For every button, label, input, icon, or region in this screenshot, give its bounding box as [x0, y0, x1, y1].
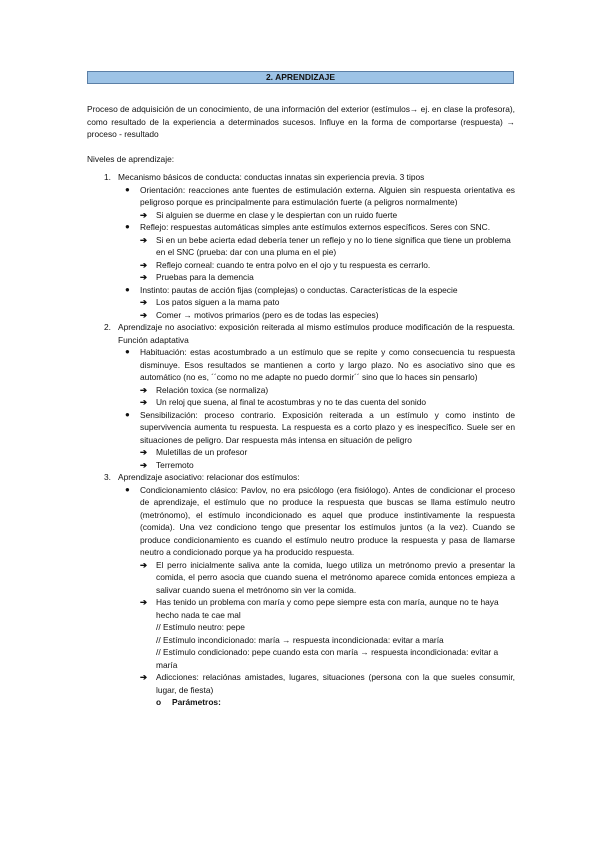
bullet-list — [118, 346, 515, 471]
document-body — [87, 103, 515, 709]
arrow-text: Reflejo corneal: cuando te entra polvo en el ojo y tu respuesta es cerrarlo. — [156, 259, 431, 270]
arrow-text: Has tenido un problema con maría y como pepe siempre esta con maría, aunque no te haya hecho nada te cae mal — [156, 597, 499, 620]
arrow-text: El perro inicialmente saliva ante la comida, luego utiliza un metrónomo previo a presentar la comida, el perro asocia que cuando suena el metrónomo aparece comida entonces empieza a salivar cuando suena el metrónomo sin ver la comida. — [156, 559, 515, 595]
bullet-list — [118, 484, 515, 709]
bullet-list — [118, 184, 515, 322]
arrow-text: Adicciones: relaciónas amistades, lugares, situaciones (persona con la que sueles consumir, lugar, de fiesta) — [156, 672, 515, 695]
arrow-list — [140, 384, 515, 409]
level-number: 3. — [104, 472, 111, 482]
bullet-icon: ● — [125, 347, 130, 356]
arrow-list — [140, 209, 515, 222]
bullet-icon: ● — [125, 284, 130, 294]
note-line: // Estímulo condicionado: pepe cuando esta con maría → respuesta incondicionada: evitar a maría — [156, 647, 499, 670]
arrow-item — [140, 459, 515, 472]
level-number: 1. — [104, 172, 111, 182]
arrow-item — [140, 396, 515, 409]
arrow-icon: ➔ — [140, 209, 148, 220]
arrow-item — [140, 271, 515, 284]
bullet-text: Instinto: pautas de acción fijas (complejas) o conductas. Características de la especie — [140, 284, 458, 295]
bullet-item — [118, 484, 515, 709]
section-title: 2. APRENDIZAJE — [87, 71, 514, 84]
arrow-item — [140, 234, 515, 259]
arrow-text: Relación toxica (se normaliza) — [156, 384, 269, 395]
arrow-icon: ➔ — [140, 672, 148, 682]
arrow-text: Muletillas de un profesor — [156, 447, 248, 457]
note-line: // Estímulo neutro: pepe — [156, 622, 245, 632]
arrow-text: Si en un bebe acierta edad debería tener un reflejo y no lo tiene significa que tiene un problema en el SNC (prueba: dar con una pluma en el pie) — [156, 234, 511, 257]
level-text: Aprendizaje no asociativo: exposición reiterada al mismo estímulos produce modificación de la respuesta. Función adaptativa — [118, 322, 515, 345]
bullet-item — [118, 409, 515, 472]
level-item — [87, 321, 515, 471]
arrow-item — [140, 309, 515, 322]
note-line: // Estímulo incondicionado: maría → respuesta incondicionada: evitar a maría — [156, 634, 444, 645]
arrow-item — [140, 296, 515, 309]
level-item — [87, 471, 515, 709]
level-text: Aprendizaje asociativo: relacionar dos estímulos: — [118, 472, 300, 482]
arrow-text: Comer → motivos primarios (pero es de todas las especies) — [156, 309, 379, 320]
circle-bullet-icon: o — [156, 697, 162, 707]
arrow-icon: ➔ — [140, 559, 148, 570]
arrow-text: Un reloj que suena, al final te acostumbras y no te das cuenta del sonido — [156, 397, 427, 407]
bullet-item — [118, 346, 515, 409]
arrow-icon: ➔ — [140, 234, 148, 245]
bullet-text: Reflejo: respuestas automáticas simples ante estímulos externos específicos. Seres con SNC. — [140, 222, 491, 232]
arrow-list — [140, 446, 515, 471]
bullet-item — [118, 221, 515, 284]
arrow-icon: ➔ — [140, 397, 148, 407]
level-number: 2. — [104, 322, 111, 332]
bullet-item — [118, 284, 515, 322]
bullet-text: Sensibilización: proceso contrario. Exposición reiterada a un estímulo y como instinto de supervivencia aumenta tu respuesta. La respuesta es a corto plazo y es inespecífico. Suele ser en situaciones de peligro. Dar respuesta más intensa en situación de peligro — [140, 409, 515, 445]
bullet-text: Habituación: estas acostumbrado a un estímulo que se repite y como consecuencia tu respuesta disminuye. Esos resultados se mantienen a corto y largo plazo. No es asociativo sino que es automático (no es, ´´como no me adapte no puedo dormir´´ sino que lo haces sin pensarlo) — [140, 347, 515, 382]
bullet-icon: ● — [125, 409, 130, 419]
arrow-icon: ➔ — [140, 459, 148, 470]
arrow-icon: ➔ — [140, 259, 148, 270]
arrow-item — [140, 671, 515, 709]
bullet-icon: ● — [125, 484, 130, 494]
arrow-icon: ➔ — [140, 309, 148, 320]
parameters-label: Parámetros: — [172, 697, 221, 707]
arrow-item — [140, 596, 515, 671]
bullet-icon: ● — [125, 184, 130, 194]
bullet-text: Orientación: reacciones ante fuentes de estimulación externa. Alguien sin respuesta orientativa es peligroso porque es principalmente para estimulación fuerte (a peligros normalmente) — [140, 184, 515, 207]
levels-label: Niveles de aprendizaje: — [87, 153, 175, 164]
levels-list — [87, 171, 515, 709]
arrow-item — [140, 209, 515, 222]
arrow-item — [140, 559, 515, 597]
bullet-item — [118, 184, 515, 222]
arrow-item — [140, 446, 515, 459]
level-item — [87, 171, 515, 321]
sub-item — [156, 696, 515, 709]
arrow-item — [140, 384, 515, 397]
arrow-icon: ➔ — [140, 384, 148, 395]
intro-paragraph: Proceso de adquisición de un conocimiento, de una información del exterior (estímulos→ ej. en clase la profesora), como resultado de la experiencia a determinados sucesos. Influye en la forma de comportarse (respuesta) → proceso - resultado — [87, 104, 515, 139]
arrow-icon: ➔ — [140, 297, 148, 307]
arrow-icon: ➔ — [140, 272, 148, 282]
arrow-text: Los patos siguen a la mama pato — [156, 297, 280, 307]
arrow-text: Pruebas para la demencia — [156, 272, 254, 282]
bullet-text: Condicionamiento clásico: Pavlov, no era psicólogo (era fisiólogo). Antes de condicionar el proceso de aprendizaje, el estímulo que no produce la respuesta que buscas se llama estímulo neutro (metrónomo), el estímulo incondicionado es aquel que produce instintivamente la respuesta (comida). Una vez condiciono tengo que presentar los estímulos juntos (a la vez). Cuando se produce condicionamiento es cuando el estímulo neutro produce la respuesta y pasa de llamarse neutro a condicionado porque ya ha producido respuesta. — [140, 484, 515, 557]
arrow-list — [140, 296, 515, 321]
arrow-text: Terremoto — [156, 459, 194, 470]
arrow-icon: ➔ — [140, 447, 148, 457]
arrow-list — [140, 234, 515, 284]
arrow-list — [140, 559, 515, 709]
level-text: Mecanismo básicos de conducta: conductas innatas sin experiencia previa. 3 tipos — [118, 172, 425, 182]
arrow-icon: ➔ — [140, 597, 148, 607]
bullet-icon: ● — [125, 222, 130, 231]
arrow-item — [140, 259, 515, 272]
arrow-text: Si alguien se duerme en clase y le despiertan con un ruido fuerte — [156, 209, 398, 220]
